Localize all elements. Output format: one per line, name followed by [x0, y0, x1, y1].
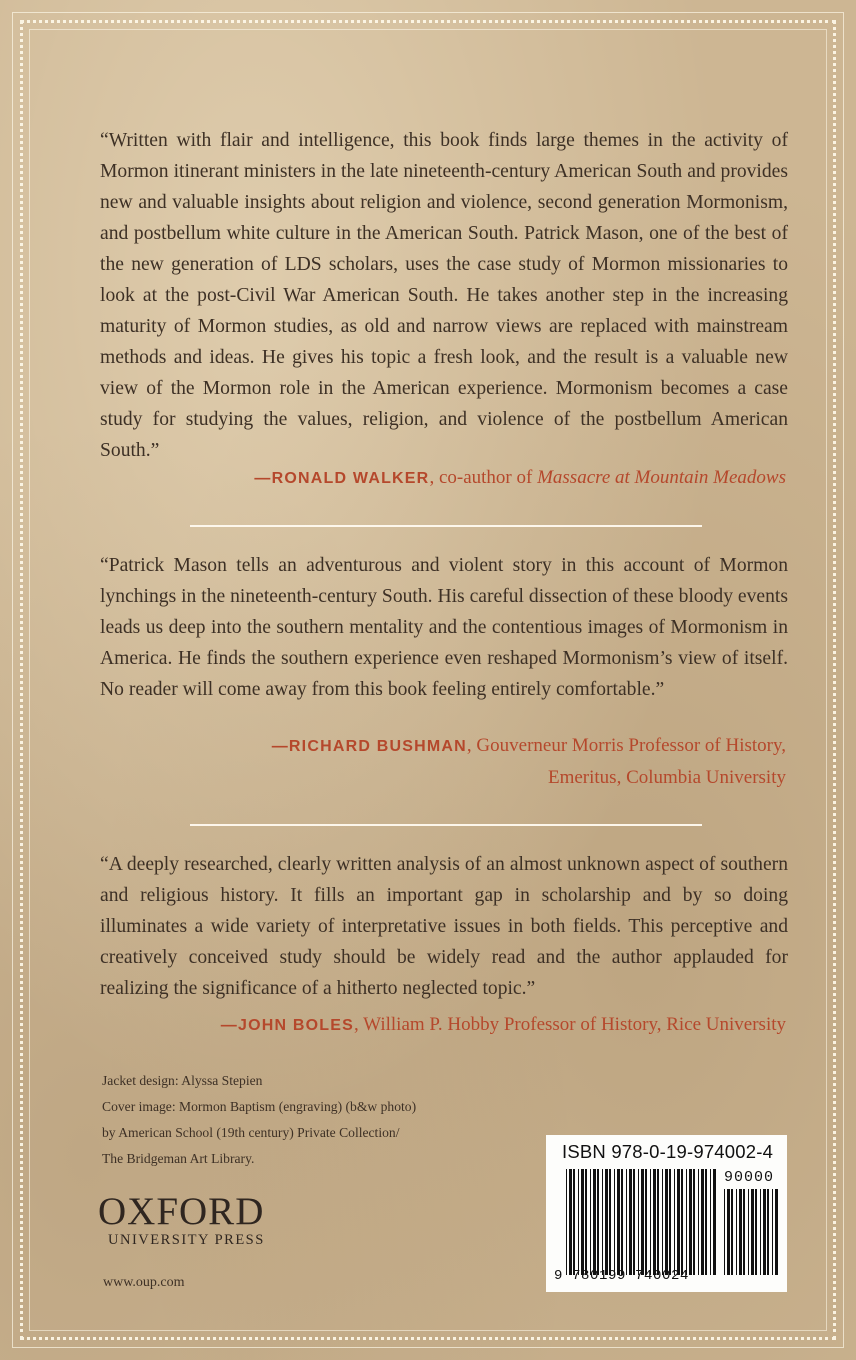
quote-walker: “Written with flair and intelligence, this book finds large themes in the activity of Mormon itinerant ministers in the late nineteenth-century American South and provides new and valuable insights about religion and violence, second generation Mormonism, and postbellum white culture in the American South. Patrick Mason, one of the best of the new generation of LDS scholars, uses the case study of Mormon missionaries to look at the post-Civil War American South. He takes another step in the increasing maturity of Mormon studies, as old and narrow views are replaced with mainstream methods and ideas. He gives his topic a fresh look, and the result is a valuable new view of the Mormon role in the American experience. Mormonism becomes a case study for studying the values, religion, and violence of the postbellum American South.” — [100, 130, 788, 461]
barcode-bar — [710, 1169, 711, 1275]
barcode-bar — [736, 1189, 737, 1275]
barcode-bar — [645, 1169, 647, 1275]
barcode-bar — [727, 1189, 730, 1275]
barcode-bar — [689, 1169, 692, 1275]
barcode-bar — [763, 1189, 766, 1275]
barcode-bar — [653, 1169, 656, 1275]
quote-bushman: “Patrick Mason tells an adventurous and violent story in this account of Mormon lynchings in the nineteenth-century South. His careful dissection of these bloody events leads us deep into the southern mentality and the contentious images of Mormonism in America. He finds the southern experience even reshaped Mormonism’s view of itself. No reader will come away from this book feeling entirely comfortable.” — [100, 555, 788, 700]
publisher-logo-subname: UNIVERSITY PRESS — [108, 1232, 265, 1248]
isbn-label: ISBN 978-0-19-974002-4 — [562, 1141, 774, 1162]
barcode-bar — [638, 1169, 639, 1275]
attribution-title: , Gouverneur Morris Professor of History, — [466, 735, 786, 756]
barcode-bar — [641, 1169, 644, 1275]
attribution-name: —RICHARD BUSHMAN — [271, 738, 467, 755]
barcode-bar — [569, 1169, 572, 1275]
barcode-bar — [633, 1169, 635, 1275]
barcode-bar — [573, 1169, 575, 1275]
barcode-bar — [566, 1169, 567, 1275]
barcode-bar — [578, 1169, 579, 1275]
barcode-bar — [617, 1169, 620, 1275]
barcode-bar — [657, 1169, 659, 1275]
attribution-title: , co-author of — [429, 467, 538, 488]
attribution-bushman — [86, 730, 786, 793]
barcode-bar — [674, 1169, 675, 1275]
barcode-bar — [593, 1169, 596, 1275]
barcode-bar — [597, 1169, 599, 1275]
barcode-bar — [609, 1169, 611, 1275]
barcode-bar — [705, 1169, 707, 1275]
price-code: 90000 — [724, 1169, 775, 1186]
jacket-credits — [102, 1068, 416, 1172]
barcode-bar — [629, 1169, 632, 1275]
credit-line: Jacket design: Alyssa Stepien — [102, 1073, 263, 1088]
barcode-bar — [669, 1169, 671, 1275]
barcode-bar — [724, 1189, 725, 1275]
barcode-bar — [739, 1189, 742, 1275]
barcode-bar — [650, 1169, 651, 1275]
barcode-bar — [751, 1189, 754, 1275]
barcode-bar — [614, 1169, 615, 1275]
barcode-bar — [662, 1169, 663, 1275]
publisher-url: www.oup.com — [103, 1275, 185, 1290]
barcode-bar — [743, 1189, 745, 1275]
credit-line: by American School (19th century) Private Collection/ — [102, 1125, 400, 1140]
barcode-bar — [755, 1189, 757, 1275]
barcode-bar — [626, 1169, 627, 1275]
barcode-number: 9 780199 740024 — [554, 1268, 690, 1284]
attribution-title-continued: Emeritus, Columbia University — [547, 767, 786, 788]
barcode-bar — [772, 1189, 773, 1275]
attribution-name: —RONALD WALKER — [254, 470, 430, 487]
barcode-bar — [677, 1169, 680, 1275]
barcode-bar — [590, 1169, 591, 1275]
barcode-bar — [760, 1189, 761, 1275]
barcode-bar — [605, 1169, 608, 1275]
divider-rule — [190, 525, 702, 527]
barcode-box — [546, 1135, 787, 1292]
attribution-boles — [86, 1009, 786, 1041]
barcode-bar — [701, 1169, 704, 1275]
credit-line: The Bridgeman Art Library. — [102, 1151, 255, 1166]
barcode-bar — [581, 1169, 584, 1275]
barcode-bar — [681, 1169, 683, 1275]
quote-boles: “A deeply researched, clearly written analysis of an almost unknown aspect of southern and religious history. It fills an important gap in scholarship and by so doing illuminates a wide variety of interpretative issues in both fields. This perceptive and creatively conceived study should be widely read and the author applauded for realizing the significance of a hitherto neglected topic.” — [100, 854, 788, 999]
barcode-bar — [693, 1169, 695, 1275]
attribution-name: —JOHN BOLES — [220, 1017, 355, 1034]
barcode-bar — [767, 1189, 769, 1275]
attribution-book-title: Massacre at Mountain Meadows — [537, 467, 786, 488]
credit-line: Cover image: Mormon Baptism (engraving) (b&w photo) — [102, 1099, 417, 1114]
barcode-bar — [713, 1169, 716, 1275]
publisher-logo-name: OXFORD — [98, 1190, 265, 1233]
barcode-bar — [748, 1189, 749, 1275]
barcode-bar — [775, 1189, 778, 1275]
attribution-walker — [86, 462, 786, 494]
barcode-bar — [686, 1169, 687, 1275]
barcode-bar — [621, 1169, 623, 1275]
barcode-bar — [731, 1189, 733, 1275]
barcode-bar — [665, 1169, 668, 1275]
barcode-bar — [698, 1169, 699, 1275]
barcode-bar — [585, 1169, 587, 1275]
barcode-bar — [602, 1169, 603, 1275]
divider-rule — [190, 824, 702, 826]
attribution-title: , William P. Hobby Professor of History, Rice University — [354, 1014, 786, 1035]
